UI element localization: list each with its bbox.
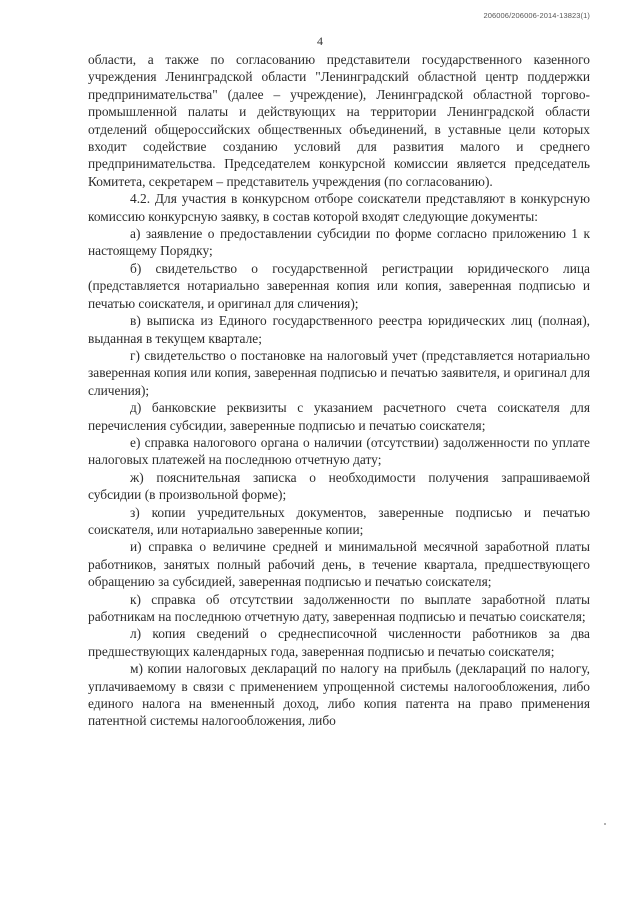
list-item-b: б) свидетельство о государственной регистрации юридического лица (представляется нотариально заверенная копия или копия, заверенная подписью и печатью соискателя, и оригинал для сличения); xyxy=(88,260,590,311)
document-id: 206006/206006-2014-13823(1) xyxy=(483,11,590,20)
list-item-m: м) копии налоговых деклараций по налогу на прибыль (деклараций по налогу, уплачиваемому в связи с применением упрощенной системы налогообложения, либо единого налога на вмененный доход, либо копия патента на право применения патентной системы налогообложения, либо xyxy=(88,661,590,729)
document-body xyxy=(88,51,590,730)
list-item-zh: ж) пояснительная записка о необходимости получения запрашиваемой субсидии (в произвольной форме); xyxy=(88,469,590,503)
list-item-l: л) копия сведений о среднесписочной численности работников за два предшествующих календарных года, заверенная подписью и печатью соискателя; xyxy=(88,626,590,659)
list-item-k: к) справка об отсутствии задолженности по выплате заработной платы работникам на последнюю отчетную дату, заверенная подписью и печатью соискателя; xyxy=(88,591,590,624)
paragraph-commission-composition: области, а также по согласованию представители государственного казенного учреждения Ленинградской области "Ленинградский областной центр поддержки предпринимательства" (далее – учреждение), Ленинградской областной торгово-промышленной палаты и действующих на территории Ленинградской области отделений общероссийских общественных объединений, в уставные цели которых входит содействие созданию условий для развития малого и среднего предпринимательства. Председателем конкурсной комиссии является председатель Комитета, секретарем – представитель учреждения (по согласованию). xyxy=(88,52,590,189)
list-item-z: з) копии учредительных документов, заверенные подписью и печатью соискателя, или нотариально заверенные копии; xyxy=(88,504,590,537)
paragraph-4-2: 4.2. Для участия в конкурсном отборе соискатели представляют в конкурсную комиссию конкурсную заявку, в состав которой входят следующие документы: xyxy=(88,191,590,224)
list-item-v: в) выписка из Единого государственного реестра юридических лиц (полная), выданная в текущем квартале; xyxy=(88,313,590,346)
page-number: 4 xyxy=(317,34,323,48)
scan-speck xyxy=(604,823,606,825)
list-item-a: а) заявление о предоставлении субсидии по форме согласно приложению 1 к настоящему Порядку; xyxy=(88,226,590,259)
list-item-e: е) справка налогового органа о наличии (отсутствии) задолженности по уплате налоговых платежей на последнюю отчетную дату; xyxy=(88,434,590,468)
list-item-g: г) свидетельство о постановке на налоговый учет (представляется нотариально заверенная копия или копия, заверенная подписью и печатью заявителя, и оригинал для сличения); xyxy=(88,347,590,398)
list-item-i: и) справка о величине средней и минимальной месячной заработной платы работников, занятых полный рабочий день, в течение квартала, предшествующего обращению за субсидией, заверенная подписью и печатью соискателя; xyxy=(88,539,590,590)
list-item-d: д) банковские реквизиты с указанием расчетного счета соискателя для перечисления субсидии, заверенные подписью и печатью соискателя; xyxy=(88,400,590,433)
